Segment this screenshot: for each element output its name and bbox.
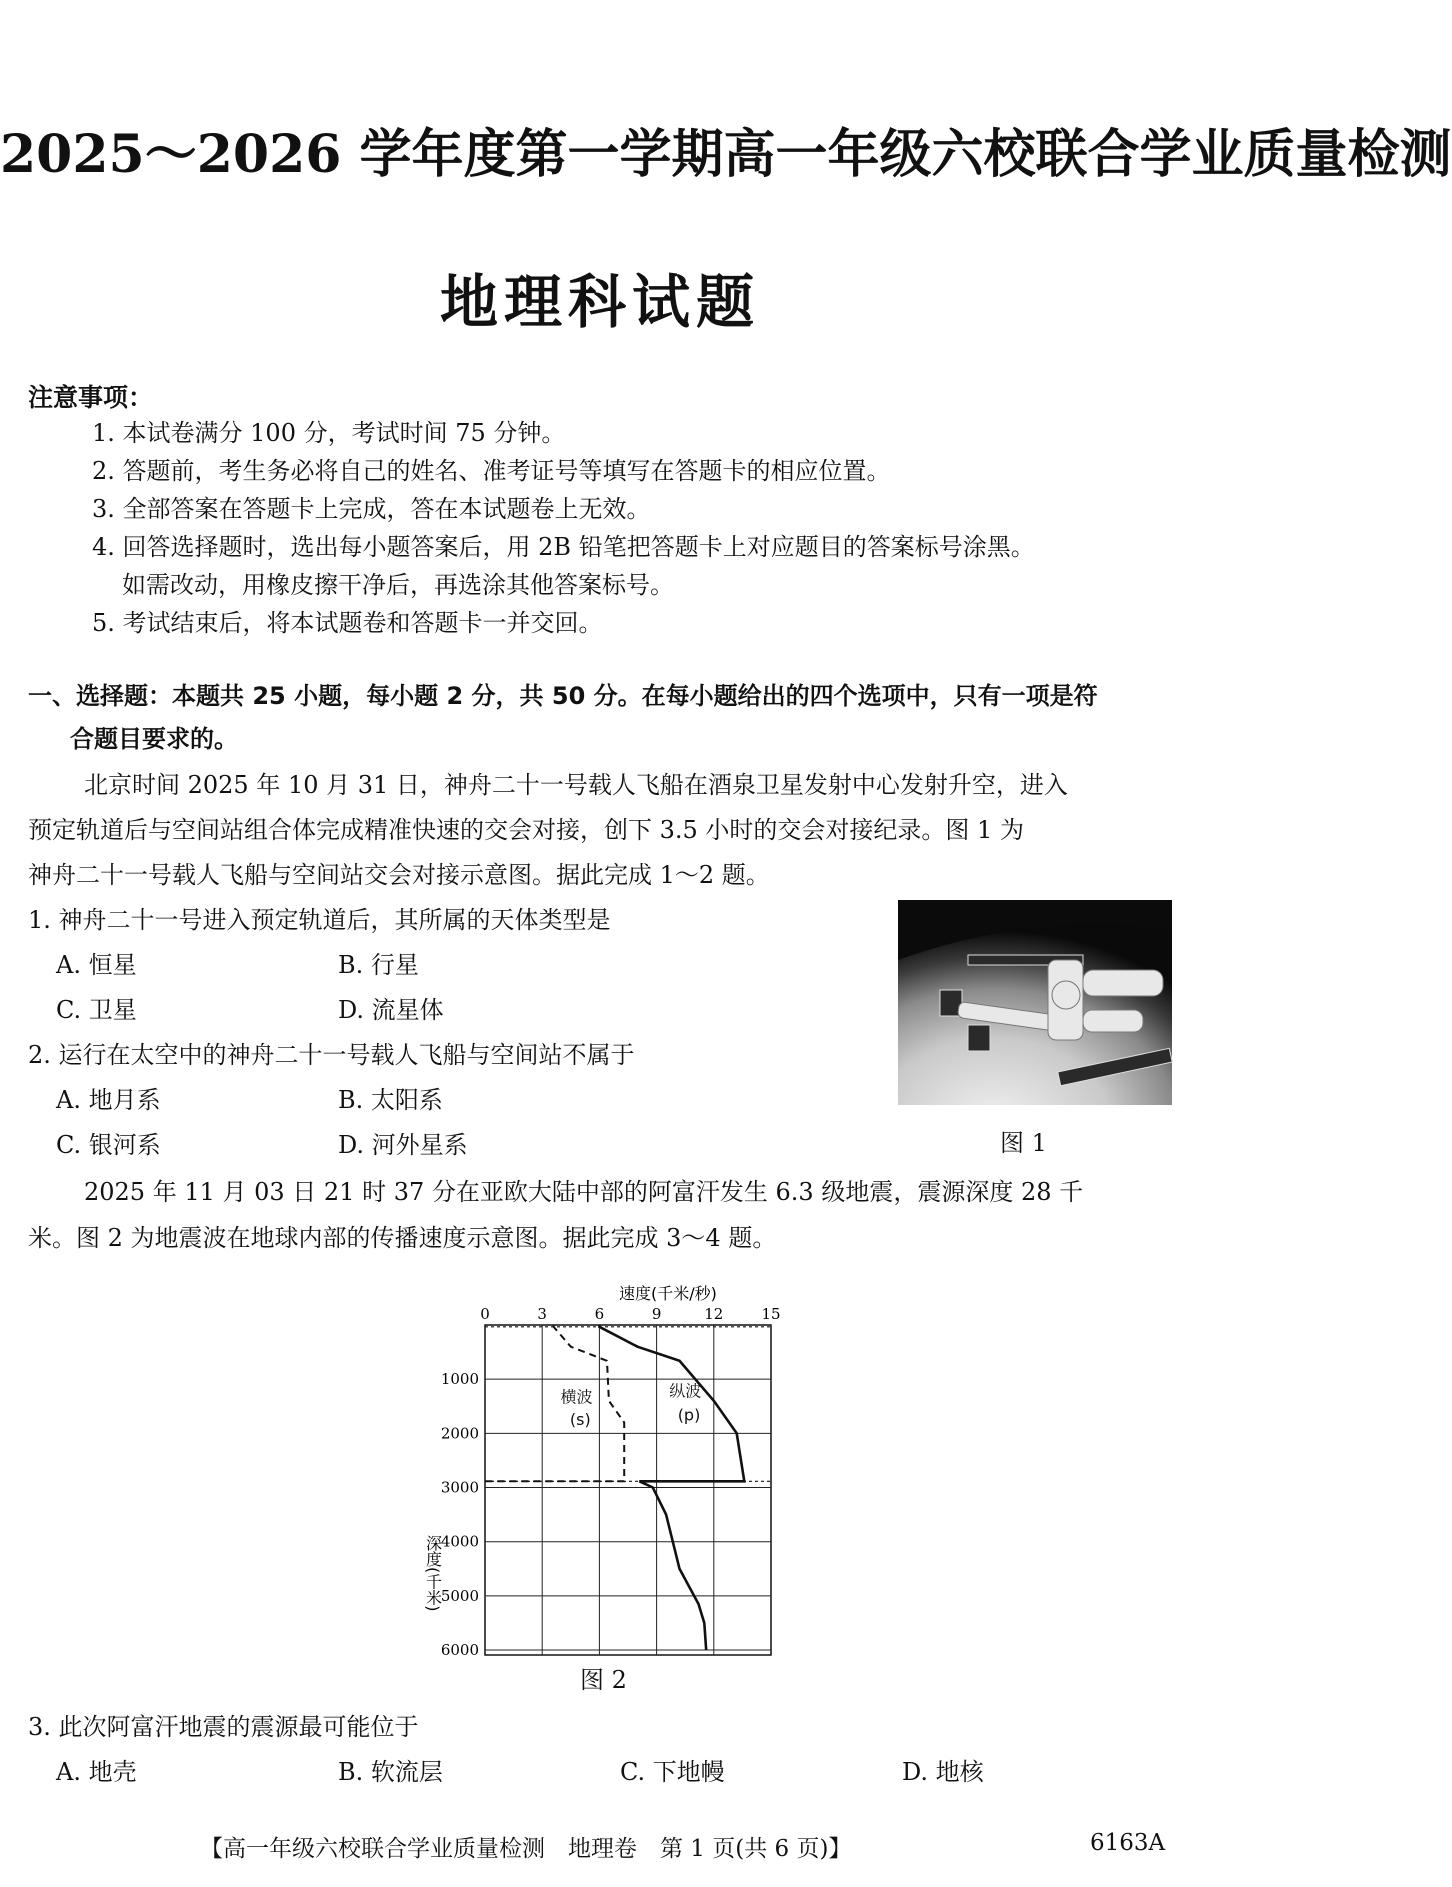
q2-option-c: C. 银河系	[56, 1131, 161, 1159]
question-3-stem: 3. 此次阿富汗地震的震源最可能位于	[28, 1713, 419, 1741]
notice-heading: 注意事项：	[28, 383, 154, 412]
y-tick-label: 2000	[440, 1424, 479, 1443]
x-tick-label: 9	[651, 1305, 662, 1323]
y-tick-label: 6000	[440, 1641, 479, 1660]
q2-option-d: D. 河外星系	[338, 1131, 468, 1159]
subject-title: 地理科试题	[439, 268, 760, 336]
q1-option-a: A. 恒星	[56, 951, 137, 979]
page-footer: 【高一年级六校联合学业质量检测 地理卷 第 1 页(共 6 页)】	[200, 1836, 852, 1862]
series-annotation: (p)	[677, 1405, 701, 1425]
x-tick-label: 6	[594, 1305, 605, 1323]
question-2-stem: 2. 运行在太空中的神舟二十一号载人飞船与空间站不属于	[28, 1041, 635, 1069]
notice-item-continued: 如需改动，用橡皮擦干净后，再选涂其他答案标号。	[122, 571, 674, 599]
figure-2-caption: 图 2	[580, 1666, 627, 1694]
exam-title: 2025～2026 学年度第一学期高一年级六校联合学业质量检测	[0, 124, 1452, 185]
y-axis-label: 深度(千米)	[423, 1535, 443, 1612]
section-heading: 一、选择题：本题共 25 小题，每小题 2 分，共 50 分。在每小题给出的四个选项中，只有一项是符	[28, 682, 1098, 710]
notice-item: 1. 本试卷满分 100 分，考试时间 75 分钟。	[92, 419, 566, 447]
series-annotation: 横波	[560, 1387, 593, 1407]
x-axis-label: 速度(千米/秒)	[619, 1284, 717, 1303]
passage-line: 神舟二十一号载人飞船与空间站交会对接示意图。据此完成 1～2 题。	[28, 861, 770, 889]
notice-item: 5. 考试结束后，将本试题卷和答题卡一并交回。	[92, 609, 603, 637]
space-station-photo	[898, 900, 1172, 1105]
notice-item: 3. 全部答案在答题卡上完成，答在本试题卷上无效。	[92, 495, 651, 523]
y-tick-label: 3000	[440, 1478, 479, 1497]
passage-line: 米。图 2 为地震波在地球内部的传播速度示意图。据此完成 3～4 题。	[28, 1224, 777, 1252]
passage-line: 北京时间 2025 年 10 月 31 日，神舟二十一号载人飞船在酒泉卫星发射中心发射升空，进入	[84, 771, 1068, 799]
seismic-chart-svg	[415, 1255, 795, 1660]
plot-frame	[485, 1325, 771, 1655]
q1-option-c: C. 卫星	[56, 996, 137, 1024]
figure-1-caption: 图 1	[1000, 1129, 1047, 1157]
y-tick-label: 4000	[440, 1532, 479, 1551]
q2-option-a: A. 地月系	[56, 1086, 161, 1114]
series-annotation: 纵波	[669, 1381, 702, 1401]
series-annotation: (s)	[569, 1410, 591, 1430]
notice-item: 2. 答题前，考生务必将自己的姓名、准考证号等填写在答题卡的相应位置。	[92, 457, 891, 485]
passage-line: 预定轨道后与空间站组合体完成精准快速的交会对接，创下 3.5 小时的交会对接纪录。图 1 为	[28, 816, 1024, 844]
x-tick-label: 3	[537, 1305, 547, 1323]
s-wave-line	[485, 1325, 624, 1481]
passage-line: 2025 年 11 月 03 日 21 时 37 分在亚欧大陆中部的阿富汗发生 6.3 级地震，震源深度 28 千	[84, 1178, 1084, 1206]
space-station-illustration	[898, 900, 1172, 1105]
x-tick-label: 15	[761, 1305, 781, 1323]
x-tick-label: 0	[480, 1305, 490, 1323]
q1-option-d: D. 流星体	[338, 996, 444, 1024]
question-1-stem: 1. 神舟二十一号进入预定轨道后，其所属的天体类型是	[28, 906, 611, 934]
q3-option-c: C. 下地幔	[620, 1758, 725, 1786]
notice-item: 4. 回答选择题时，选出每小题答案后，用 2B 铅笔把答题卡上对应题目的答案标号涂黑。	[92, 533, 1035, 561]
q2-option-b: B. 太阳系	[338, 1086, 443, 1114]
q3-option-a: A. 地壳	[56, 1758, 137, 1786]
section-heading-continued: 合题目要求的。	[70, 725, 238, 753]
x-tick-label: 12	[704, 1305, 724, 1323]
paper-code: 6163A	[1090, 1830, 1166, 1856]
y-tick-label: 1000	[440, 1370, 479, 1389]
q3-option-b: B. 软流层	[338, 1758, 443, 1786]
q3-option-d: D. 地核	[902, 1758, 984, 1786]
seismic-wave-chart	[415, 1255, 795, 1660]
q1-option-b: B. 行星	[338, 951, 419, 979]
y-tick-label: 5000	[440, 1586, 479, 1605]
